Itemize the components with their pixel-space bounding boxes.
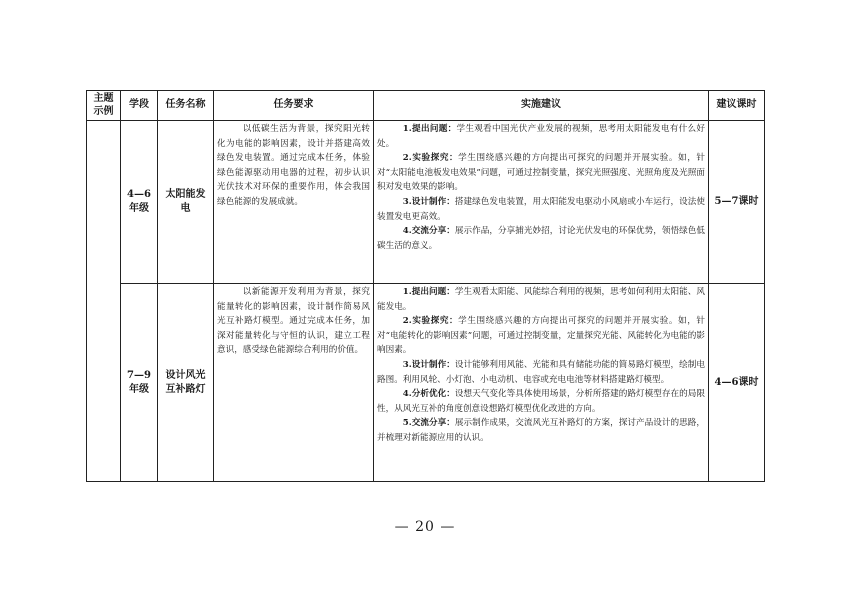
requirement-cell — [214, 284, 374, 482]
suggestion-label: 5.交流分享： — [402, 418, 455, 429]
suggestion-text: 展示制作成果，交流风光互补路灯的方案，探讨产品设计的思路，并梳理对新能源应用的认识。 — [377, 418, 705, 443]
suggestion-label: 3.设计制作： — [402, 196, 455, 207]
hours-cell: 5—7课时 — [709, 121, 765, 284]
header-task-name: 任务名称 — [158, 91, 214, 121]
suggestion-item — [377, 195, 705, 224]
suggestion-cell — [374, 121, 709, 284]
suggestion-label: 2.实验探究： — [402, 316, 459, 327]
suggestion-label: 4.分析优化： — [402, 389, 455, 400]
table-row — [87, 121, 765, 284]
suggestion-item — [377, 314, 705, 358]
curriculum-table — [86, 90, 765, 482]
suggestion-text: 学生围绕感兴趣的方向提出可探究的问题并开展实验。如，针对“电能转化的影响因素”问题，可通过控制变量，定量探究光能、风能转化为电能的影响因素。 — [377, 316, 705, 356]
theme-example-cell — [87, 121, 121, 482]
suggestion-item — [377, 387, 705, 416]
header-stage: 学段 — [121, 91, 158, 121]
suggestion-label: 1.提出问题： — [402, 287, 455, 297]
requirement-text: 以新能源开发利用为背景，探究能量转化的影响因素，设计制作简易风光互补路灯模型。通过完成本任务，加深对能量转化与守恒的认识，建立工程意识，感受绿色能源综合利用的价值。 — [217, 287, 370, 356]
suggestion-text: 搭建绿色发电装置，用太阳能发电驱动小风扇或小车运行，设法使装置发电更高效。 — [377, 196, 705, 222]
suggestion-text: 设想天气变化等具体使用场景，分析所搭建的路灯模型存在的局限性，从风光互补的角度创意设想路灯模型优化改进的方向。 — [377, 389, 705, 414]
page-number: — 20 — — [394, 519, 456, 535]
suggestion-label: 2.实验探究： — [402, 153, 459, 164]
header-hours: 建议课时 — [709, 91, 765, 121]
hours-cell: 4—6课时 — [709, 284, 765, 482]
suggestion-item — [377, 151, 705, 195]
header-suggestion: 实施建议 — [374, 91, 709, 121]
suggestion-item — [377, 285, 705, 314]
suggestion-text: 学生观看太阳能、风能综合利用的视频，思考如何利用太阳能、风能发电。 — [377, 287, 705, 312]
suggestion-label: 4.交流分享： — [402, 226, 455, 237]
suggestion-text: 学生观看中国光伏产业发展的视频，思考用太阳能发电有什么好处。 — [377, 124, 705, 149]
suggestion-item — [377, 122, 705, 151]
header-theme-example: 主题示例 — [87, 91, 121, 121]
suggestion-label: 3.设计制作： — [402, 359, 455, 370]
header-task-requirement: 任务要求 — [214, 91, 374, 121]
requirement-cell — [214, 121, 374, 284]
suggestion-item — [377, 358, 705, 387]
suggestion-text: 学生围绕感兴趣的方向提出可探究的问题并开展实验。如，针对“太阳能电池板发电效果”问题，可通过控制变量，探究光照强度、光照角度及光照面积对发电效果的影响。 — [377, 153, 705, 193]
requirement-text: 以低碳生活为背景，探究阳光转化为电能的影响因素，设计并搭建高效绿色发电装置。通过完成本任务，体验绿色能源驱动用电器的过程，初步认识光伏技术对环保的重要作用，体会我国绿色能源的发展成就。 — [217, 124, 370, 207]
stage-cell: 7—9年级 — [121, 284, 158, 482]
suggestion-text: 设计能够利用风能、光能和具有储能功能的简易路灯模型，绘制电路图。利用风轮、小灯泡、小电动机、电容或充电电池等材料搭建路灯模型。 — [377, 359, 705, 385]
suggestion-item — [377, 224, 705, 253]
task-name-cell: 设计风光互补路灯 — [158, 284, 214, 482]
task-name-cell: 太阳能发电 — [158, 121, 214, 284]
suggestion-text: 展示作品，分享捕光妙招，讨论光伏发电的环保优势，领悟绿色低碳生活的意义。 — [377, 226, 705, 251]
suggestion-item — [377, 416, 705, 445]
suggestion-label: 1.提出问题： — [402, 124, 457, 134]
suggestion-cell — [374, 284, 709, 482]
stage-cell: 4—6年级 — [121, 121, 158, 284]
table-row — [87, 284, 765, 482]
table-header-row — [87, 91, 765, 121]
